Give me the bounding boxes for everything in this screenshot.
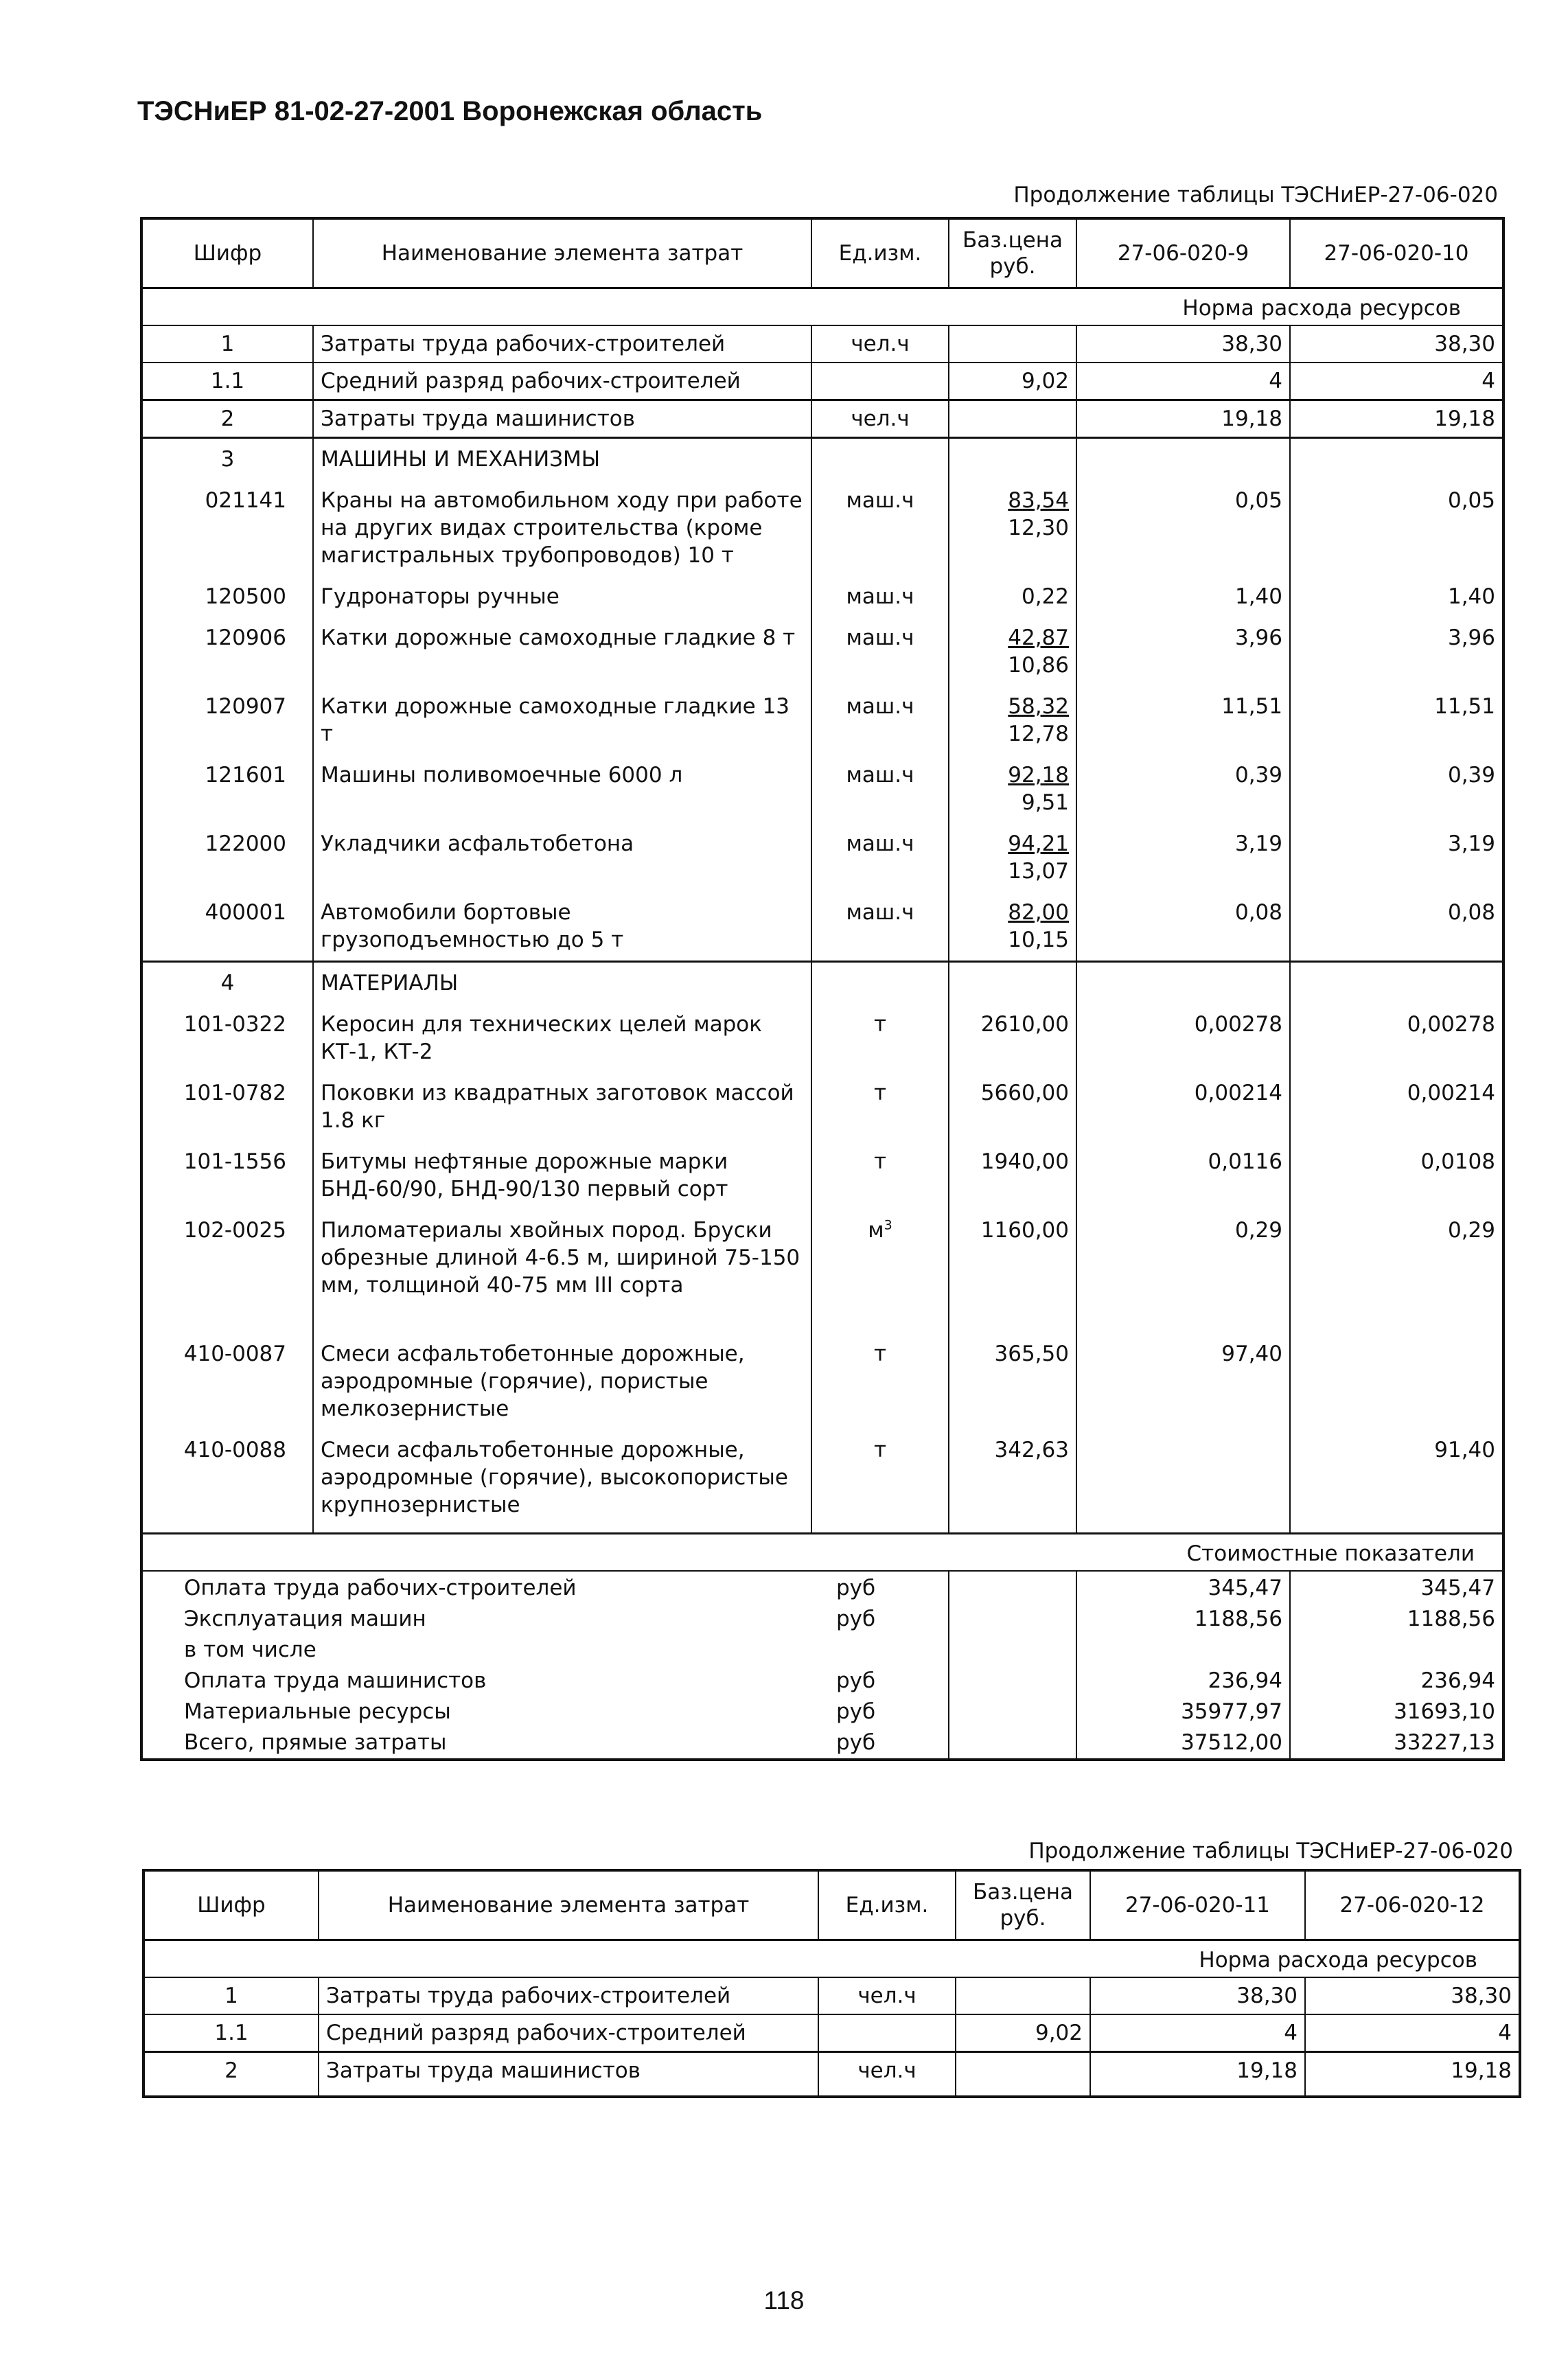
cell-name: МАШИНЫ И МЕХАНИЗМЫ [313, 438, 811, 481]
col-header-code: Шифр [141, 218, 313, 288]
cell-code: 120907 [205, 694, 286, 719]
cost-unit: руб [836, 1699, 876, 1724]
table2-continuation-label: Продолжение таблицы ТЭСНиЕР-27-06-020 [1028, 1839, 1513, 1863]
cost-unit: руб [836, 1668, 876, 1693]
cost-empty [949, 1571, 1076, 1604]
cell-rate-b: 3,96 [1290, 617, 1503, 686]
resource-norms-table-2 [142, 1869, 1521, 2098]
cell-rate-b: 0,39 [1290, 755, 1503, 823]
resource-norms-table-1 [140, 217, 1505, 1761]
cell-code: 2 [143, 2052, 319, 2097]
page-number: 118 [763, 2286, 805, 2314]
cost-empty [949, 1604, 1076, 1635]
base-price-labor: 12,78 [1008, 722, 1069, 746]
table-row [141, 823, 1503, 892]
cost-empty [949, 1635, 1076, 1666]
unit-text: т [873, 1342, 887, 1366]
unit-text: м [868, 1218, 884, 1243]
cell-rate-b: 0,0108 [1290, 1141, 1503, 1210]
cell-base-price [956, 1977, 1090, 2014]
cost-value-b: 1188,56 [1290, 1604, 1503, 1635]
cost-name: Оплата труда машинистов [184, 1668, 487, 1693]
cell-base-price [949, 1072, 1076, 1141]
col-header-rate-11: 27-06-020-11 [1090, 1870, 1305, 1940]
cell-base-price [949, 1210, 1076, 1306]
cell-rate-a: 0,39 [1076, 755, 1290, 823]
cell-name: Укладчики асфальтобетона [313, 823, 811, 892]
norm-label-row [141, 288, 1503, 326]
cell-unit [811, 1306, 949, 1429]
cost-value-a: 37512,00 [1076, 1727, 1290, 1760]
unit-text: маш.ч [846, 625, 914, 650]
unit-text: маш.ч [846, 488, 914, 513]
cell-unit [811, 1210, 949, 1306]
cell-name: Затраты труда рабочих-строителей [313, 325, 811, 363]
cell-code: 1.1 [141, 363, 313, 400]
cell-code: 121601 [205, 763, 286, 787]
cell-rate-b: 0,05 [1290, 480, 1503, 576]
cost-unit: руб [836, 1730, 876, 1755]
unit-text: т [873, 1438, 887, 1462]
col-header-rate-10: 27-06-020-10 [1290, 218, 1503, 288]
cell-rate-b: 19,18 [1305, 2052, 1520, 2097]
cost-label: Стоимостные показатели [1186, 1541, 1475, 1566]
cost-value-b: 33227,13 [1290, 1727, 1503, 1760]
document-title: ТЭСНиЕР 81-02-27-2001 Воронежская область [137, 96, 763, 126]
cell-rate-b [1290, 438, 1503, 481]
cell-base-price [949, 755, 1076, 823]
table-row [141, 892, 1503, 962]
cost-value-b: 236,94 [1290, 1666, 1503, 1697]
table-row [141, 576, 1503, 617]
cell-unit [811, 480, 949, 576]
cell-base-price: 9,02 [956, 2014, 1090, 2052]
col-header-rate-12: 27-06-020-12 [1305, 1870, 1520, 1940]
cell-unit [811, 400, 949, 438]
base-price: 9,02 [1021, 369, 1069, 393]
cost-row [141, 1604, 1503, 1635]
cell-code: 120500 [205, 584, 286, 609]
norm-label-row [143, 1940, 1520, 1978]
cell-base-price [949, 1306, 1076, 1429]
cell-base-price [949, 1004, 1076, 1072]
unit-text: т [873, 1081, 887, 1105]
cell-base-price [956, 2052, 1090, 2097]
cell-code: 021141 [205, 488, 286, 513]
col-header-name: Наименование элемента затрат [319, 1870, 818, 1940]
table-row [143, 2014, 1520, 2052]
cell-rate-b: 0,29 [1290, 1210, 1503, 1306]
cell-name: Смеси асфальтобетонные дорожные, аэродромные (горячие), пористые мелкозернистые [313, 1306, 811, 1429]
cell-name: Битумы нефтяные дорожные марки БНД-60/90, БНД-90/130 первый сорт [313, 1141, 811, 1210]
unit-exponent: 3 [884, 1217, 892, 1233]
cell-base-price [949, 617, 1076, 686]
table-row [141, 617, 1503, 686]
cell-unit: чел.ч [818, 2052, 956, 2097]
section-row [141, 962, 1503, 1004]
cell-base-price [949, 686, 1076, 755]
cell-unit [811, 1004, 949, 1072]
cell-rate-b: 0,08 [1290, 892, 1503, 962]
cell-rate-a [1076, 1429, 1290, 1534]
cell-unit [811, 1429, 949, 1534]
cell-rate-a: 19,18 [1076, 400, 1290, 438]
cell-base-price [949, 1141, 1076, 1210]
cell-rate-b: 0,00278 [1290, 1004, 1503, 1072]
col-header-base-price: Баз.цена руб. [956, 1870, 1090, 1940]
cell-base-price [949, 576, 1076, 617]
cost-value-a: 236,94 [1076, 1666, 1290, 1697]
cell-rate-a: 4 [1076, 363, 1290, 400]
base-price: 92,18 [1008, 763, 1069, 787]
cell-unit [811, 1072, 949, 1141]
base-price: 82,00 [1008, 900, 1069, 925]
norm-label: Норма расхода ресурсов [1199, 1948, 1477, 1973]
unit-text: т [873, 1012, 887, 1037]
cost-row [141, 1571, 1503, 1604]
cell-base-price [949, 962, 1076, 1004]
cell-rate-a: 97,40 [1076, 1306, 1290, 1429]
cell-base-price [949, 363, 1076, 400]
col-header-rate-9: 27-06-020-9 [1076, 218, 1290, 288]
cell-unit [811, 892, 949, 962]
cell-rate-b [1290, 1306, 1503, 1429]
cell-rate-b: 3,19 [1290, 823, 1503, 892]
table-row [141, 480, 1503, 576]
cell-rate-a: 0,29 [1076, 1210, 1290, 1306]
base-price-labor: 13,07 [1008, 859, 1069, 884]
cost-value-a: 345,47 [1076, 1571, 1290, 1604]
table-row [141, 1210, 1503, 1306]
cell-name: Затраты труда рабочих-строителей [319, 1977, 818, 2014]
cost-empty [949, 1727, 1076, 1760]
cell-unit [811, 823, 949, 892]
unit-text: маш.ч [846, 763, 914, 787]
base-price-labor: 10,86 [1008, 653, 1069, 678]
cell-unit [811, 576, 949, 617]
cell-code: 120906 [205, 625, 286, 650]
cell-rate-a: 3,96 [1076, 617, 1290, 686]
unit-text: т [873, 1149, 887, 1174]
cost-value-a [1076, 1635, 1290, 1666]
cell-rate-b: 38,30 [1305, 1977, 1520, 2014]
cell-rate-a [1076, 962, 1290, 1004]
cell-base-price [949, 325, 1076, 363]
cell-rate-a: 0,00214 [1076, 1072, 1290, 1141]
table-row [141, 1004, 1503, 1072]
cell-base-price [949, 892, 1076, 962]
table-row [141, 1072, 1503, 1141]
cell-rate-b: 38,30 [1290, 325, 1503, 363]
unit-text: чел.ч [851, 332, 910, 356]
table-row [141, 400, 1503, 438]
cost-name: в том числе [184, 1637, 316, 1662]
cell-unit [811, 325, 949, 363]
cell-code: 102-0025 [183, 1218, 286, 1243]
cost-row [141, 1727, 1503, 1760]
cell-unit [818, 2014, 956, 2052]
cost-value-a: 1188,56 [1076, 1604, 1290, 1635]
unit-text: маш.ч [846, 584, 914, 609]
cell-base-price [949, 400, 1076, 438]
base-price-labor: 12,30 [1008, 516, 1069, 540]
cell-unit [811, 438, 949, 481]
base-price: 1160,00 [980, 1218, 1069, 1243]
cost-value-a: 35977,97 [1076, 1697, 1290, 1727]
cell-rate-b: 11,51 [1290, 686, 1503, 755]
cell-name: Катки дорожные самоходные гладкие 13 т [313, 686, 811, 755]
cell-name: Затраты труда машинистов [319, 2052, 818, 2097]
cost-label-row [141, 1534, 1503, 1572]
table-row [143, 1977, 1520, 2014]
cell-code: 1.1 [143, 2014, 319, 2052]
base-price-labor: 9,51 [1021, 790, 1069, 815]
unit-text: маш.ч [846, 900, 914, 925]
cell-base-price [949, 480, 1076, 576]
cost-unit: руб [836, 1576, 876, 1600]
cell-rate-b: 19,18 [1290, 400, 1503, 438]
cost-name: Материальные ресурсы [184, 1699, 451, 1724]
table-row [141, 1429, 1503, 1534]
base-price: 42,87 [1008, 625, 1069, 650]
cell-name: Машины поливомоечные 6000 л [313, 755, 811, 823]
cell-rate-a: 11,51 [1076, 686, 1290, 755]
norm-label: Норма расхода ресурсов [1182, 296, 1461, 321]
cost-value-b: 31693,10 [1290, 1697, 1503, 1727]
cell-name: Средний разряд рабочих-строителей [319, 2014, 818, 2052]
cost-name: Оплата труда рабочих-строителей [184, 1576, 577, 1600]
cell-rate-a: 0,08 [1076, 892, 1290, 962]
cell-name: Смеси асфальтобетонные дорожные, аэродромные (горячие), высокопористые крупнозернистые [313, 1429, 811, 1534]
cost-value-b [1290, 1635, 1503, 1666]
cell-name: Керосин для технических целей марок КТ-1, КТ-2 [313, 1004, 811, 1072]
cell-name: Гудронаторы ручные [313, 576, 811, 617]
cost-empty [949, 1666, 1076, 1697]
cost-row [141, 1697, 1503, 1727]
cell-rate-b: 91,40 [1290, 1429, 1503, 1534]
col-header-code: Шифр [143, 1870, 319, 1940]
base-price: 0,22 [1021, 584, 1069, 609]
cell-unit: чел.ч [818, 1977, 956, 2014]
cell-code: 122000 [205, 831, 286, 856]
table-row [141, 755, 1503, 823]
table1-continuation-label: Продолжение таблицы ТЭСНиЕР-27-06-020 [1013, 183, 1498, 207]
unit-text: чел.ч [851, 406, 910, 431]
col-header-base-price: Баз.цена руб. [949, 218, 1076, 288]
cell-code: 410-0088 [183, 1438, 286, 1462]
cost-row [141, 1635, 1503, 1666]
base-price: 365,50 [994, 1342, 1069, 1366]
cell-name: Средний разряд рабочих-строителей [313, 363, 811, 400]
cell-code: 1 [224, 1984, 238, 2008]
col-header-name: Наименование элемента затрат [313, 218, 811, 288]
cell-unit [811, 962, 949, 1004]
table-row [141, 1141, 1503, 1210]
cell-rate-a [1076, 438, 1290, 481]
cell-rate-a: 0,00278 [1076, 1004, 1290, 1072]
col-header-unit: Ед.изм. [818, 1870, 956, 1940]
unit-text: маш.ч [846, 694, 914, 719]
cell-rate-a: 1,40 [1076, 576, 1290, 617]
base-price: 94,21 [1008, 831, 1069, 856]
cell-code: 4 [141, 962, 313, 1004]
cell-code: 400001 [205, 900, 286, 925]
cell-base-price [949, 823, 1076, 892]
cell-rate-a: 38,30 [1076, 325, 1290, 363]
cost-value-b: 345,47 [1290, 1571, 1503, 1604]
table-row [143, 2052, 1520, 2097]
base-price: 83,54 [1008, 488, 1069, 513]
cost-unit: руб [836, 1607, 876, 1631]
cell-rate-b: 4 [1290, 363, 1503, 400]
base-price: 342,63 [994, 1438, 1069, 1462]
cell-name: Пиломатериалы хвойных пород. Бруски обрезные длиной 4-6.5 м, шириной 75-150 мм, толщиной 40-75 мм III сорта [313, 1210, 811, 1306]
cost-row [141, 1666, 1503, 1697]
cell-rate-a: 19,18 [1090, 2052, 1305, 2097]
cell-rate-b: 1,40 [1290, 576, 1503, 617]
cell-name: Автомобили бортовые грузоподъемностью до 5 т [313, 892, 811, 962]
cell-base-price [949, 438, 1076, 481]
cell-name: Затраты труда машинистов [313, 400, 811, 438]
cell-name: Поковки из квадратных заготовок массой 1.8 кг [313, 1072, 811, 1141]
table-row [141, 1306, 1503, 1429]
base-price-labor: 10,15 [1008, 928, 1069, 952]
cell-code: 101-0322 [183, 1012, 286, 1037]
cell-rate-b: 0,00214 [1290, 1072, 1503, 1141]
cell-name: МАТЕРИАЛЫ [313, 962, 811, 1004]
cell-code: 410-0087 [183, 1342, 286, 1366]
cell-rate-a: 0,05 [1076, 480, 1290, 576]
cell-unit [811, 686, 949, 755]
cell-name: Краны на автомобильном ходу при работе на других видах строительства (кроме магистральных трубопроводов) 10 т [313, 480, 811, 576]
cell-base-price [949, 1429, 1076, 1534]
cell-rate-a: 38,30 [1090, 1977, 1305, 2014]
cell-rate-a: 4 [1090, 2014, 1305, 2052]
cell-rate-a: 0,0116 [1076, 1141, 1290, 1210]
cell-code: 101-1556 [183, 1149, 286, 1174]
cell-rate-b [1290, 962, 1503, 1004]
cell-name: Катки дорожные самоходные гладкие 8 т [313, 617, 811, 686]
base-price: 1940,00 [980, 1149, 1069, 1174]
section-row [141, 438, 1503, 481]
cell-code: 3 [141, 438, 313, 481]
cost-name: Эксплуатация машин [184, 1607, 426, 1631]
cell-code: 2 [141, 400, 313, 438]
table-row [141, 686, 1503, 755]
base-price: 5660,00 [980, 1081, 1069, 1105]
cell-unit [811, 1141, 949, 1210]
cell-rate-a: 3,19 [1076, 823, 1290, 892]
table-row [141, 363, 1503, 400]
cell-code: 101-0782 [183, 1081, 286, 1105]
cell-code: 1 [220, 332, 235, 356]
table-row [141, 325, 1503, 363]
cost-name: Всего, прямые затраты [184, 1730, 447, 1755]
base-price: 2610,00 [980, 1012, 1069, 1037]
cost-unit [811, 1635, 949, 1666]
cell-unit [811, 755, 949, 823]
cell-rate-b: 4 [1305, 2014, 1520, 2052]
cell-unit [811, 617, 949, 686]
unit-text: маш.ч [846, 831, 914, 856]
col-header-unit: Ед.изм. [811, 218, 949, 288]
base-price: 58,32 [1008, 694, 1069, 719]
cell-unit [811, 363, 949, 400]
cost-empty [949, 1697, 1076, 1727]
